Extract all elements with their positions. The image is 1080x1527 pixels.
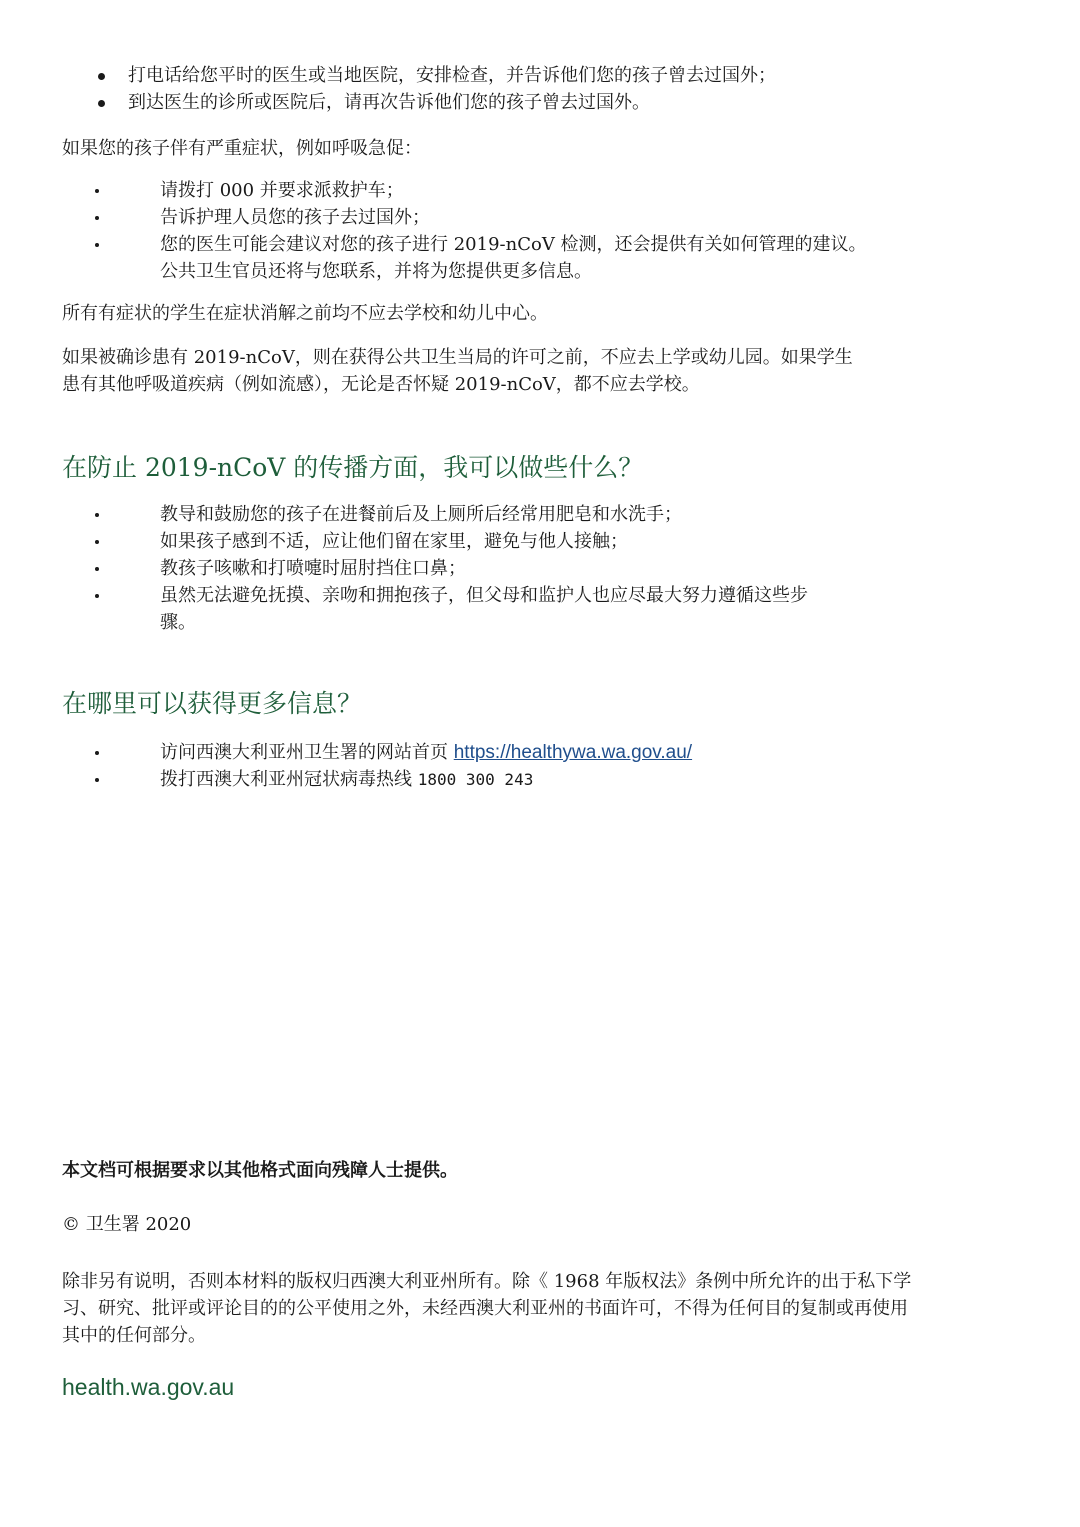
hotline-number: 1800 300 243 — [417, 770, 534, 789]
list-item-text: 虽然无法避免抚摸、亲吻和拥抱孩子，但父母和监护人也应尽最大努力遵循这些步 — [160, 585, 808, 606]
bullet-icon — [95, 567, 99, 571]
list-item-text: 告诉护理人员您的孩子去过国外； — [160, 207, 430, 228]
confirmed-paragraph — [62, 344, 1012, 398]
list-item-text-continued: 骤。 — [160, 612, 196, 633]
list-item — [62, 204, 1012, 231]
list-item-text: 教导和鼓励您的孩子在进餐前后及上厕所后经常用肥皂和水洗手； — [160, 504, 682, 525]
list-item — [62, 528, 1012, 555]
list-item-text-continued: 公共卫生官员还将与您联系，并将为您提供更多信息。 — [160, 261, 592, 282]
healthywa-link[interactable]: https://healthywa.wa.gov.au/ — [453, 742, 693, 763]
legal-notice — [62, 1268, 1012, 1349]
list-item-text: 拨打西澳大利亚州冠状病毒热线 — [160, 769, 418, 790]
list-item — [62, 177, 1012, 204]
severe-symptoms-intro: 如果您的孩子伴有严重症状，例如呼吸急促： — [62, 138, 422, 159]
legal-notice-line: 除非另有说明，否则本材料的版权归西澳大利亚州所有。除《 1968 年版权法》条例中所允许的出于私下学 — [62, 1271, 912, 1292]
list-item-text: 到达医生的诊所或医院后，请再次告诉他们您的孩子曾去过国外。 — [128, 92, 650, 113]
confirmed-paragraph-line: 患有其他呼吸道疾病（例如流感），无论是否怀疑 2019-nCoV，都不应去学校。 — [62, 374, 700, 395]
bullet-icon — [95, 751, 99, 755]
list-item-text: 如果孩子感到不适，应让他们留在家里，避免与他人接触； — [160, 531, 628, 552]
section-heading-prevention: 在防止 2019-nCoV 的传播方面，我可以做些什么？ — [62, 453, 644, 482]
list-item-text: 请拨打 000 并要求派救护车； — [160, 180, 404, 201]
prevention-list — [62, 501, 1012, 636]
bullet-icon — [98, 100, 105, 107]
accessibility-note: 本文档可根据要求以其他格式面向残障人士提供。 — [62, 1160, 458, 1181]
list-item — [62, 739, 1012, 766]
footer-website-url[interactable]: health.wa.gov.au — [62, 1374, 235, 1400]
list-item — [62, 766, 1012, 793]
list-item-text: 访问西澳大利亚州卫生署的网站首页 — [160, 742, 454, 763]
list-item — [62, 62, 1012, 89]
bullet-icon — [95, 778, 99, 782]
list-item — [62, 501, 1012, 528]
legal-notice-line: 其中的任何部分。 — [62, 1325, 206, 1346]
severe-symptoms-list — [62, 177, 1012, 285]
bullet-icon — [95, 540, 99, 544]
bullet-icon — [95, 594, 99, 598]
bullet-icon — [98, 73, 105, 80]
symptoms-paragraph: 所有有症状的学生在症状消解之前均不应去学校和幼儿中心。 — [62, 303, 548, 324]
bullet-icon — [95, 513, 99, 517]
list-item — [62, 89, 1012, 116]
list-item-text: 您的医生可能会建议对您的孩子进行 2019-nCoV 检测，还会提供有关如何管理的建议。 — [160, 234, 867, 255]
bullet-icon — [95, 243, 99, 247]
list-item — [62, 555, 1012, 582]
confirmed-paragraph-line: 如果被确诊患有 2019-nCoV，则在获得公共卫生当局的许可之前，不应去上学或幼儿园。如果学生 — [62, 347, 853, 368]
list-item-text: 教孩子咳嗽和打喷嚏时屈肘挡住口鼻； — [160, 558, 466, 579]
section-heading-more-info: 在哪里可以获得更多信息？ — [62, 689, 363, 718]
more-info-list — [62, 739, 1012, 793]
bullet-icon — [95, 216, 99, 220]
bullet-icon — [95, 189, 99, 193]
list-item — [62, 582, 1012, 636]
copyright-line: © 卫生署 2020 — [62, 1214, 192, 1235]
list-item — [62, 231, 1012, 285]
legal-notice-line: 习、研究、批评或评论目的的公平使用之外，未经西澳大利亚州的书面许可，不得为任何目的复制或再使用 — [62, 1298, 908, 1319]
top-bullet-list — [62, 62, 1012, 116]
list-item-text: 打电话给您平时的医生或当地医院，安排检查，并告诉他们您的孩子曾去过国外； — [128, 65, 776, 86]
